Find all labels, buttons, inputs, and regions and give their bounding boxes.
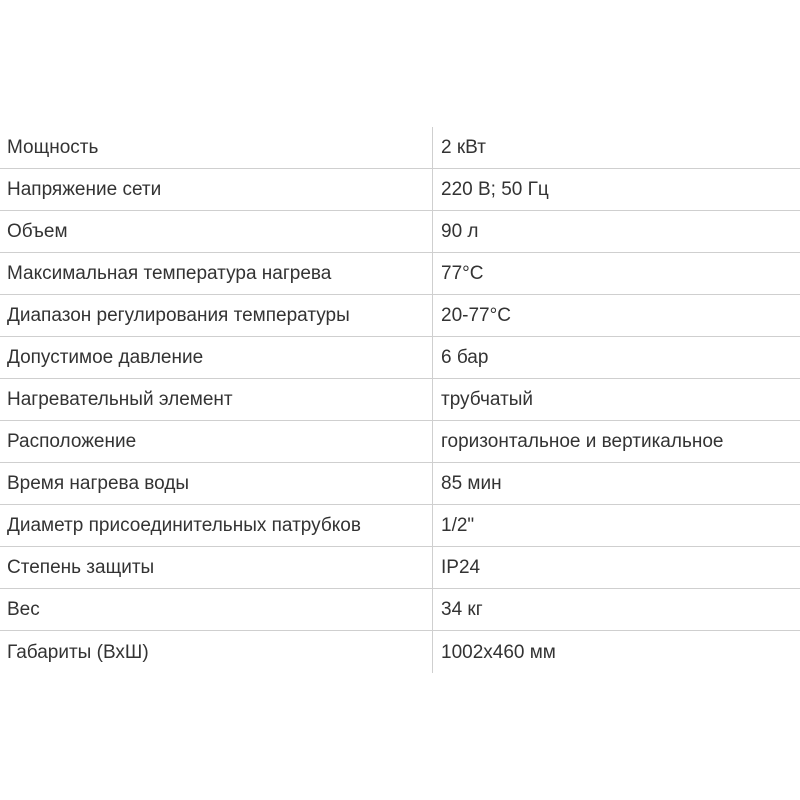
table-row (0, 337, 800, 379)
spec-value: 20-77°C (441, 305, 511, 326)
spec-value: 6 бар (441, 347, 489, 368)
spec-label: Время нагрева воды (7, 473, 190, 494)
spec-label: Степень защиты (7, 557, 155, 578)
spec-label: Объем (7, 221, 68, 242)
spec-label: Расположение (7, 431, 137, 452)
spec-label: Диаметр присоединительных патрубков (7, 515, 361, 536)
spec-value: 34 кг (441, 599, 483, 620)
spec-label: Нагревательный элемент (7, 389, 233, 410)
table-row (0, 421, 800, 463)
table-row (0, 589, 800, 631)
spec-value: 90 л (441, 221, 479, 242)
table-row (0, 253, 800, 295)
spec-label: Диапазон регулирования температуры (7, 305, 350, 326)
table-row (0, 379, 800, 421)
spec-value: IP24 (441, 557, 481, 578)
spec-label: Напряжение сети (7, 179, 162, 200)
table-row (0, 463, 800, 505)
spec-value: 1002х460 мм (441, 641, 556, 663)
spec-value: 1/2" (441, 515, 475, 536)
table-row (0, 127, 800, 169)
table-row (0, 547, 800, 589)
spec-value: 2 кВт (441, 137, 486, 158)
table-row (0, 631, 800, 673)
spec-value: горизонтальное и вертикальное (441, 431, 724, 452)
spec-label: Вес (7, 599, 40, 620)
spec-label: Допустимое давление (7, 347, 204, 368)
table-row (0, 169, 800, 211)
table-row (0, 211, 800, 253)
spec-label: Мощность (7, 137, 99, 158)
spec-value: трубчатый (441, 389, 534, 410)
table-row (0, 505, 800, 547)
table-row (0, 295, 800, 337)
spec-label: Габариты (ВхШ) (7, 641, 149, 663)
column-divider (432, 127, 433, 673)
specifications-table (0, 127, 800, 673)
spec-label: Максимальная температура нагрева (7, 263, 332, 284)
spec-value: 220 В; 50 Гц (441, 179, 549, 200)
spec-value: 85 мин (441, 473, 502, 494)
spec-value: 77°C (441, 263, 484, 284)
